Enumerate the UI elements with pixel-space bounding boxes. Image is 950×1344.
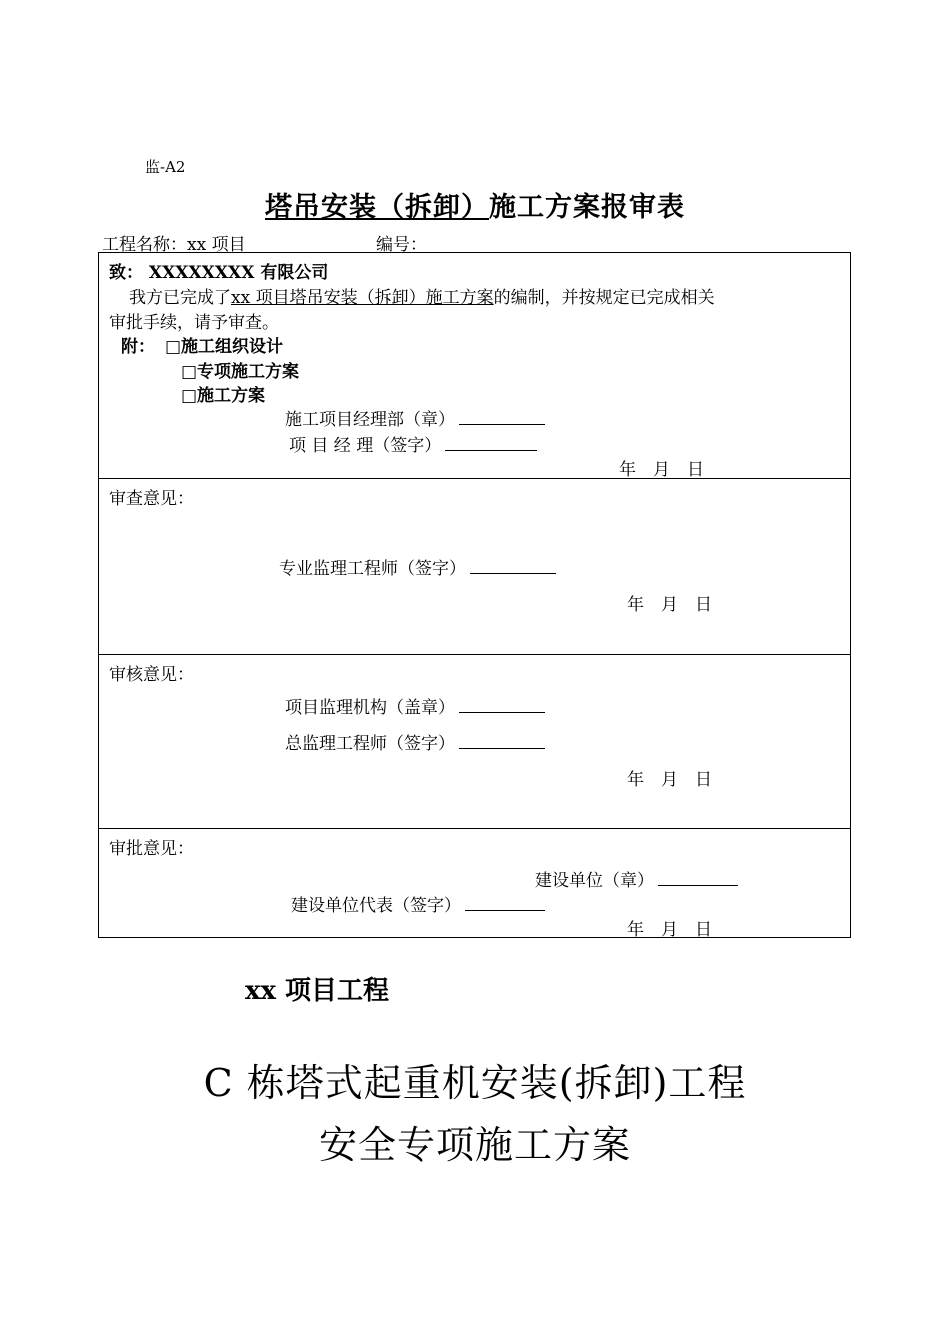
engineer-signature-row	[279, 554, 556, 579]
attachment-option-plan[interactable]: □施工方案	[181, 386, 266, 406]
chief-signature-line[interactable]	[459, 732, 545, 749]
rep-signature-label: 建设单位代表（签字）	[291, 896, 461, 916]
plan-name: xx 项目塔吊安装（拆卸）施工方案	[231, 288, 494, 308]
recipient: 致： XXXXXXXX 有限公司	[109, 263, 329, 283]
attachment-option-construction-design[interactable]: □施工组织设计	[165, 337, 284, 357]
submission-section	[99, 253, 850, 478]
form-title	[0, 185, 950, 224]
manager-signature-row	[289, 431, 537, 456]
chief-signature-label: 总监理工程师（签字）	[285, 734, 455, 754]
project-name-label: 工程名称：xx 项目	[102, 235, 246, 255]
audit-label: 审核意见：	[109, 665, 194, 685]
unit-seal-line[interactable]	[658, 869, 738, 886]
org-seal-row	[285, 693, 545, 718]
chief-signature-row	[285, 729, 545, 754]
cover-project-name: xx 项目工程	[245, 976, 390, 1006]
dept-signature-line[interactable]	[459, 408, 545, 425]
approval-section	[99, 828, 850, 939]
form-code: 监-A2	[145, 158, 186, 176]
audit-date: 年 月 日	[627, 770, 712, 790]
cover-title-line2: 安全专项施工方案	[318, 1123, 631, 1167]
manager-signature-label: 项 目 经 理（签字）	[289, 436, 442, 456]
unit-seal-row	[535, 866, 738, 891]
org-seal-label: 项目监理机构（盖章）	[285, 698, 455, 718]
submission-date: 年 月 日	[619, 460, 704, 480]
attachment-label: 附：	[121, 337, 155, 357]
approval-label: 审批意见：	[109, 839, 194, 859]
org-seal-line[interactable]	[459, 696, 545, 713]
rep-signature-row	[291, 891, 545, 916]
body-suffix: 的编制，并按规定已完成相关	[493, 288, 715, 308]
unit-seal-label: 建设单位（章）	[535, 871, 654, 891]
body-prefix: 我方已完成了	[129, 288, 231, 308]
rep-signature-line[interactable]	[465, 894, 545, 911]
attachment-option-special-plan[interactable]: □专项施工方案	[181, 362, 300, 382]
review-date: 年 月 日	[627, 595, 712, 615]
submission-body-line1	[129, 283, 715, 308]
form-title-part2: 施工方案报审表	[489, 192, 685, 223]
approval-date: 年 月 日	[627, 920, 712, 940]
cover-title-line1: C 栋塔式起重机安装(拆卸)工程	[203, 1061, 747, 1105]
number-label: 编号：	[376, 235, 427, 255]
review-section	[99, 478, 850, 654]
review-label: 审查意见：	[109, 489, 194, 509]
manager-signature-line[interactable]	[445, 434, 537, 451]
form-title-part1: 塔吊安装（拆卸）	[265, 192, 489, 223]
audit-section	[99, 654, 850, 828]
dept-signature-row	[285, 405, 545, 430]
engineer-signature-label: 专业监理工程师（签字）	[279, 559, 466, 579]
engineer-signature-line[interactable]	[470, 557, 556, 574]
review-form-table	[98, 252, 851, 938]
dept-signature-label: 施工项目经理部（章）	[285, 410, 455, 430]
submission-body-line2: 审批手续，请予审查。	[109, 313, 279, 333]
